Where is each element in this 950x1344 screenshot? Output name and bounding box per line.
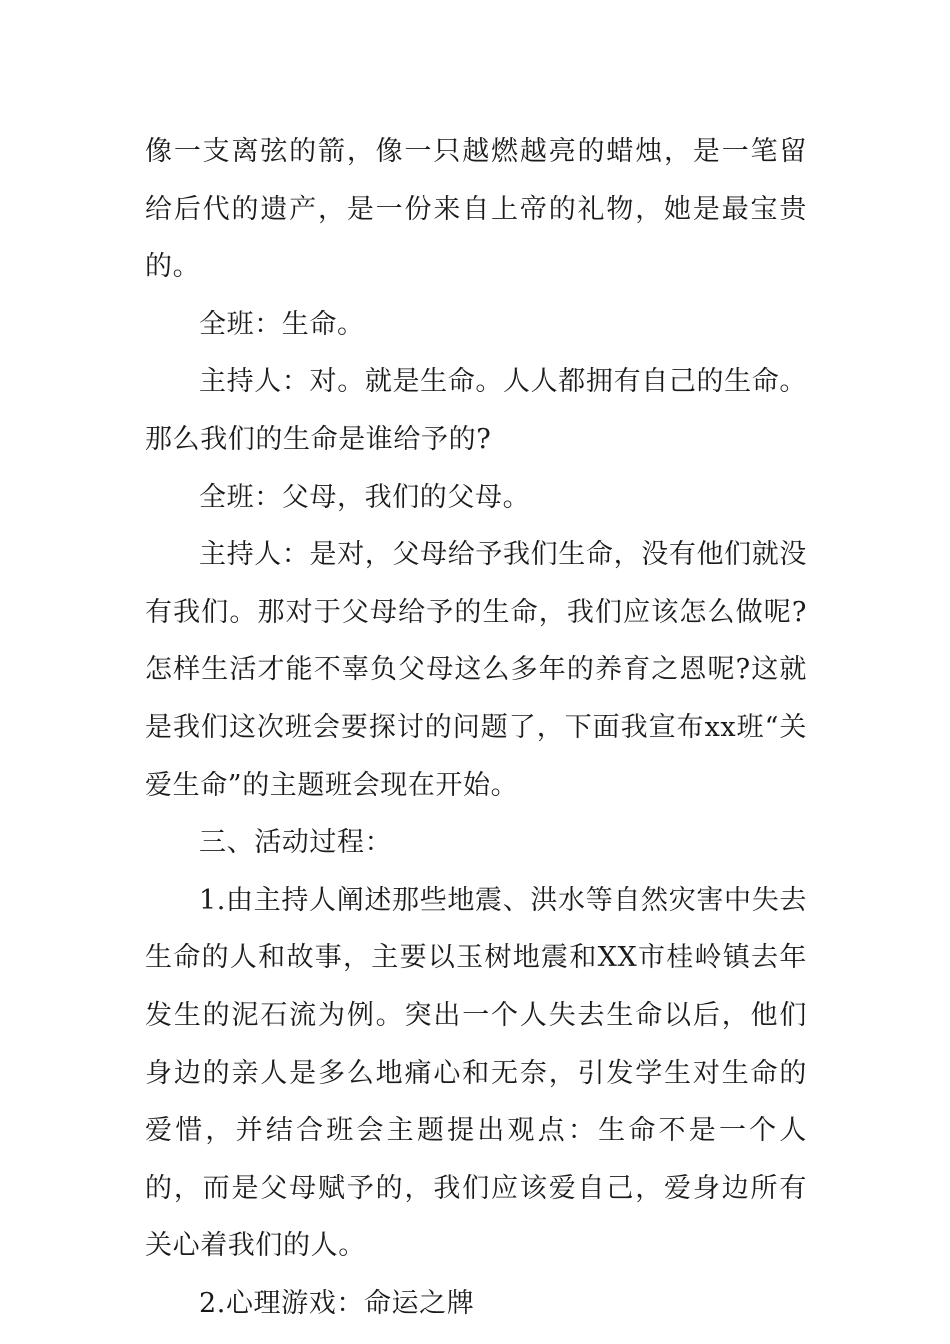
list-item-2: 2.心理游戏：命运之牌 xyxy=(199,1287,475,1319)
document-body xyxy=(145,123,807,1332)
paragraph-5: 主持人：是对，父母给予我们生命，没有他们就没有我们。那对于父母给予的生命，我们应该怎么做呢?怎样生活才能不辜负父母这么多年的养育之恩呢?这就是我们这次班会要探讨的问题了，下面我宣布xx班“关爱生命”的主题班会现在开始。 xyxy=(145,539,807,801)
section-heading-activity-process: 三、活动过程： xyxy=(199,827,393,859)
paragraph-1: 像一支离弦的箭，像一只越燃越亮的蜡烛，是一笔留给后代的遗产，是一份来自上帝的礼物，她是最宝贵的。 xyxy=(145,136,807,283)
paragraph-3: 主持人：对。就是生命。人人都拥有自己的生命。那么我们的生命是谁给予的? xyxy=(145,366,807,455)
paragraph-4: 全班：父母，我们的父母。 xyxy=(199,481,531,513)
paragraph-2: 全班：生命。 xyxy=(199,308,365,340)
list-item-1: 1.由主持人阐述那些地震、洪水等自然灾害中失去生命的人和故事，主要以玉树地震和XX市桂岭镇去年发生的泥石流为例。突出一个人失去生命以后，他们身边的亲人是多么地痛心和无奈，引发学生对生命的爱惜，并结合班会主题提出观点：生命不是一个人的，而是父母赋予的，我们应该爱自己，爱身边所有关心着我们的人。 xyxy=(145,884,807,1262)
